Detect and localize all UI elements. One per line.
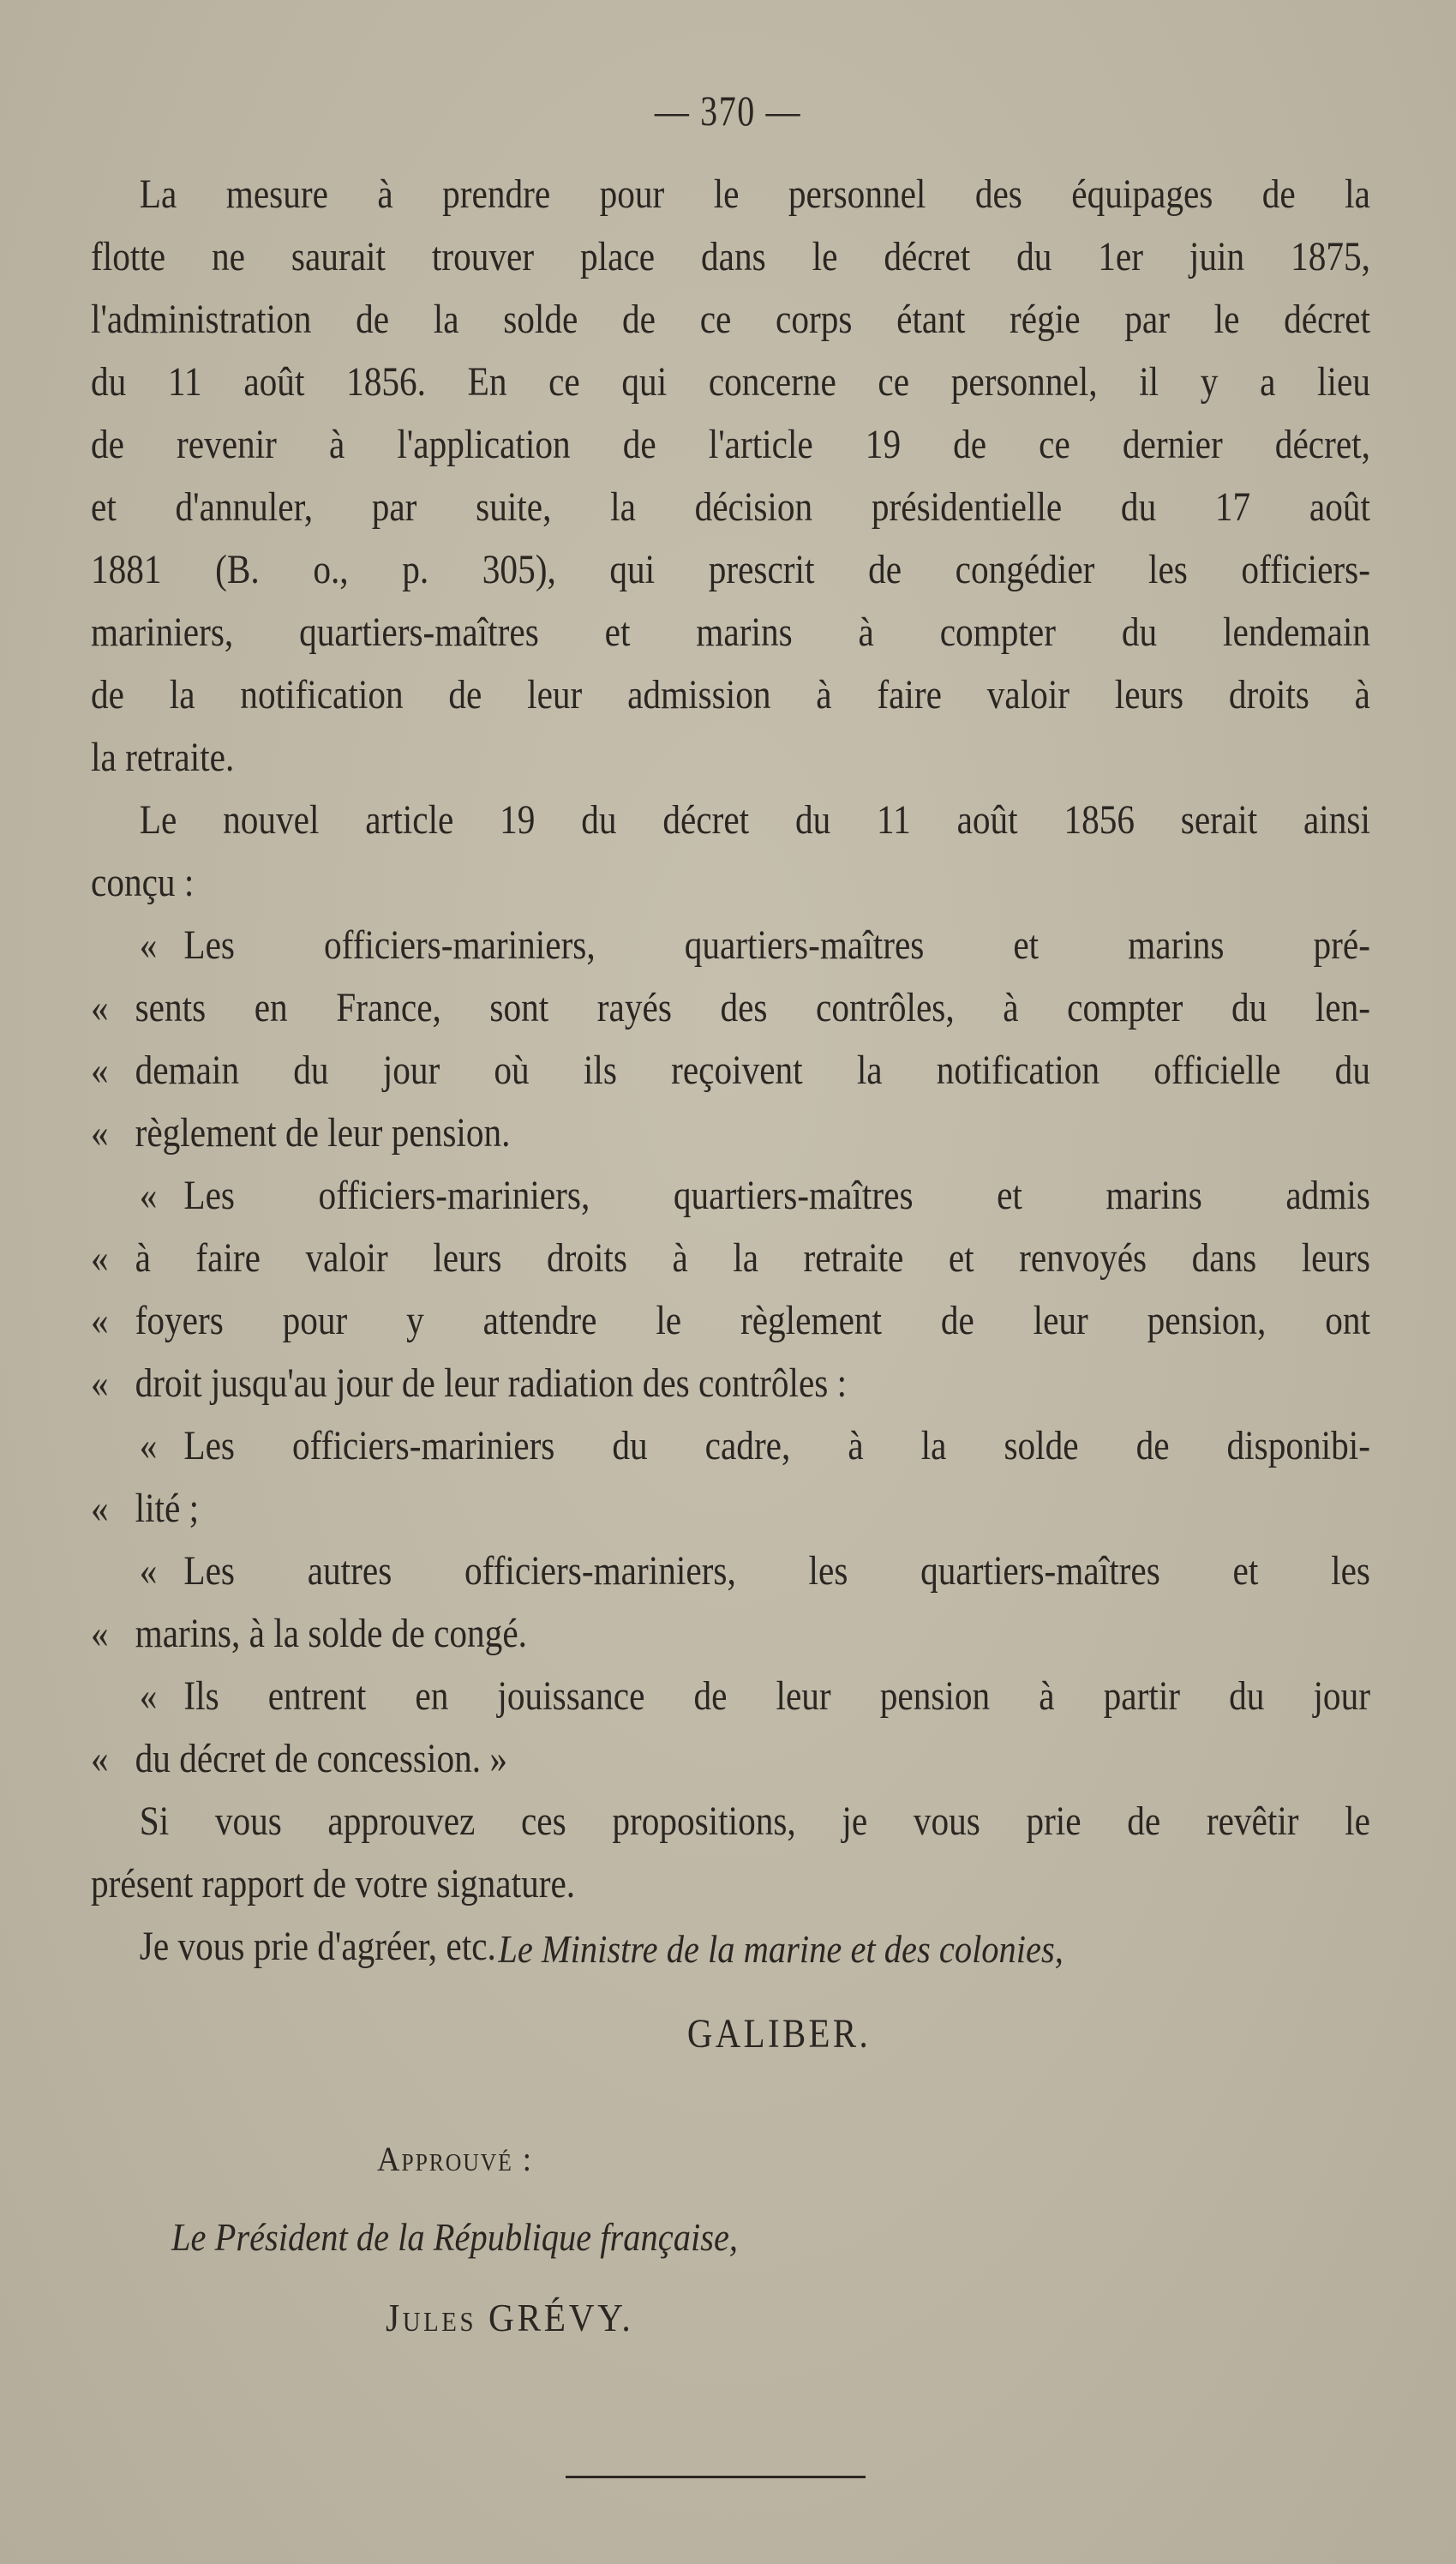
quote-mark: «	[139, 1548, 158, 1594]
quote-text: sents en France, sont rayés des contrôles, à compter du len-	[135, 985, 1370, 1030]
page-number: — 370 —	[654, 87, 802, 135]
paragraph-1-line: et d'annuler, par suite, la décision présidentielle du 17 août	[91, 484, 1370, 530]
end-rule-divider	[566, 2476, 866, 2478]
quote-mark: «	[91, 1298, 109, 1343]
minister-name: GALIBER.	[686, 2011, 872, 2057]
quote-mark: «	[91, 1048, 109, 1093]
quote-line	[91, 914, 1370, 976]
paragraph-1-line: l'administration de la solde de ce corps étant régie par le décret	[91, 297, 1370, 342]
quote-mark: «	[91, 985, 109, 1030]
minister-title: Le Ministre de la marine et des colonies,	[498, 1927, 1064, 1971]
quote-text: demain du jour où ils reçoivent la notification officielle du	[135, 1048, 1370, 1093]
quote-mark: «	[139, 1673, 158, 1719]
quote-text: Les officiers-mariniers du cadre, à la solde de disponibi-	[183, 1423, 1370, 1468]
quote-line	[91, 1102, 1370, 1164]
quote-text: marins, à la solde de congé.	[135, 1611, 527, 1656]
paragraph-4-line: Je vous prie d'agréer, etc.	[139, 1924, 496, 1969]
paragraph-2-line: Le nouvel article 19 du décret du 11 août 1856 serait ainsi	[139, 797, 1370, 843]
quote-text: Les officiers-mariniers, quartiers-maîtres et marins admis	[183, 1173, 1370, 1218]
quote-text: lité ;	[135, 1486, 200, 1531]
quote-mark: «	[91, 1611, 109, 1656]
quote-line	[91, 1164, 1370, 1227]
quote-line	[91, 1414, 1370, 1477]
quote-line	[91, 1227, 1370, 1289]
paragraph-1-line: du 11 août 1856. En ce qui concerne ce personnel, il y a lieu	[91, 359, 1370, 405]
quote-line	[91, 1540, 1370, 1602]
paragraph-1-line: de la notification de leur admission à faire valoir leurs droits à	[91, 672, 1370, 718]
quote-mark: «	[91, 1235, 109, 1281]
quote-line	[91, 1289, 1370, 1352]
quote-line	[91, 1039, 1370, 1102]
quote-line	[91, 1602, 1370, 1665]
quote-mark: «	[91, 1360, 109, 1406]
quote-mark: «	[91, 1736, 109, 1781]
quote-text: Les autres officiers-mariniers, les quartiers-maîtres et les	[183, 1548, 1370, 1594]
approval-label: Approuvé :	[377, 2140, 533, 2178]
quote-mark: «	[139, 922, 158, 968]
paragraph-1-line: mariniers, quartiers-maîtres et marins à compter du lendemain	[91, 609, 1370, 655]
quote-text: règlement de leur pension.	[135, 1110, 511, 1156]
paragraph-3-line: Si vous approuvez ces propositions, je vous prie de revêtir le	[139, 1798, 1370, 1844]
paragraph-1-line: La mesure à prendre pour le personnel des équipages de la	[139, 171, 1370, 217]
body-text	[91, 163, 1370, 1978]
quote-text: droit jusqu'au jour de leur radiation des contrôles :	[135, 1360, 848, 1406]
president-name: Jules GRÉVY.	[386, 2296, 634, 2339]
president-title: Le Président de la République française,	[171, 2215, 739, 2259]
paragraph-1-line: de revenir à l'application de l'article 19 de ce dernier décret,	[91, 422, 1370, 467]
quote-line	[91, 1727, 1370, 1790]
quote-line	[91, 1477, 1370, 1540]
quote-line	[91, 976, 1370, 1039]
quote-line	[91, 1665, 1370, 1727]
quote-text: Les officiers-mariniers, quartiers-maîtres et marins pré-	[183, 922, 1370, 968]
paragraph-1-line: 1881 (B. o., p. 305), qui prescrit de congédier les officiers-	[91, 547, 1370, 592]
quote-text: à faire valoir leurs droits à la retraite et renvoyés dans leurs	[135, 1235, 1370, 1281]
quote-mark: «	[91, 1110, 109, 1156]
paragraph-1-line: la retraite.	[91, 735, 235, 780]
quote-text: du décret de concession. »	[135, 1736, 508, 1781]
quote-text: Ils entrent en jouissance de leur pension à partir du jour	[183, 1673, 1370, 1719]
paragraph-1-line: flotte ne saurait trouver place dans le décret du 1er juin 1875,	[91, 234, 1370, 279]
quote-mark: «	[139, 1423, 158, 1468]
quote-line	[91, 1352, 1370, 1414]
quote-mark: «	[91, 1486, 109, 1531]
paragraph-3-line: présent rapport de votre signature.	[91, 1861, 576, 1906]
quote-mark: «	[139, 1173, 158, 1218]
quote-text: foyers pour y attendre le règlement de leur pension, ont	[135, 1298, 1370, 1343]
paragraph-2-line: conçu :	[91, 860, 195, 905]
